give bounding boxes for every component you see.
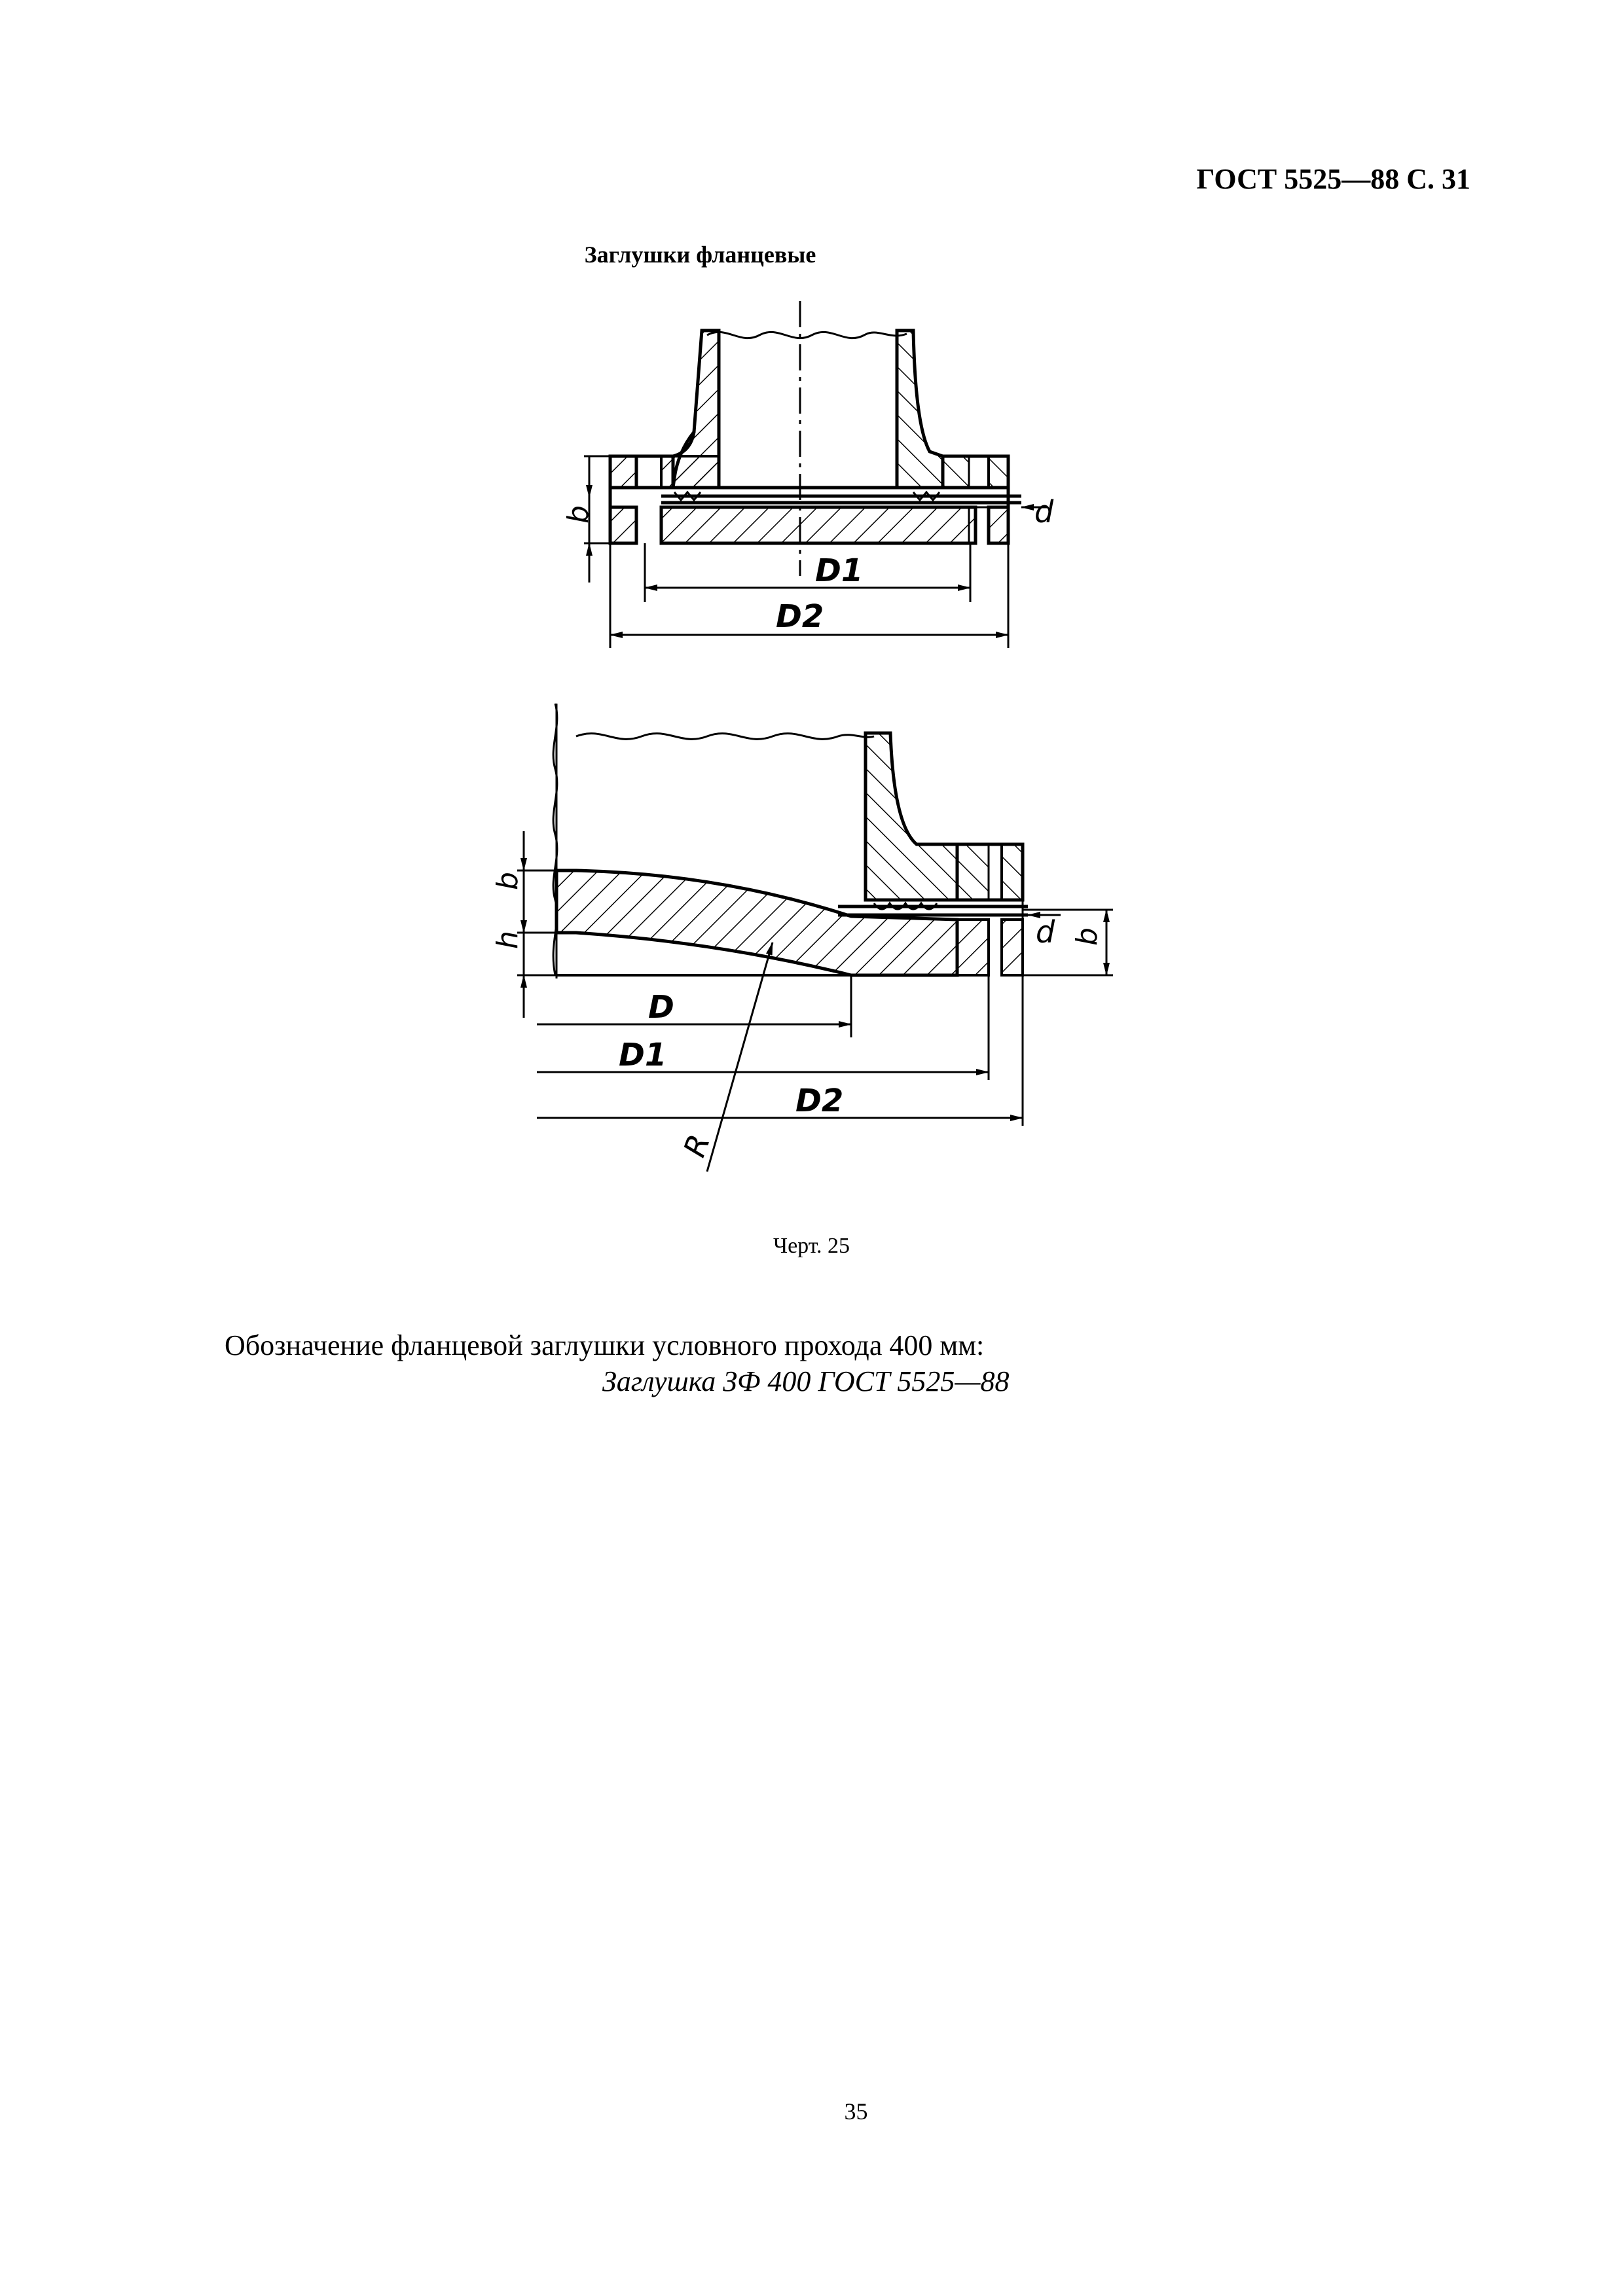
- page-header: ГОСТ 5525—88 С. 31: [1196, 163, 1470, 195]
- bottom-label-b-left: b: [491, 872, 524, 890]
- figure-caption: Черт. 25: [773, 1234, 850, 1258]
- bottom-label-b-right: b: [1070, 927, 1104, 946]
- bottom-label-D: D: [648, 989, 674, 1026]
- bottom-label-D2: D2: [795, 1083, 844, 1119]
- page-number: 35: [844, 2098, 868, 2125]
- bottom-label-h: h: [491, 931, 524, 949]
- bottom-label-d: d: [1036, 914, 1055, 950]
- bottom-label-D1: D1: [619, 1037, 667, 1073]
- top-label-D1: D1: [815, 552, 864, 589]
- bottom-label-R: R: [676, 1130, 717, 1162]
- top-label-D2: D2: [776, 598, 824, 635]
- designation-description: Обозначение фланцевой заглушки условного прохода 400 мм:: [225, 1329, 985, 1361]
- top-drawing: [584, 301, 1048, 648]
- designation-example: Заглушка ЗФ 400 ГОСТ 5525—88: [602, 1365, 1010, 1397]
- top-label-b: b: [562, 505, 595, 524]
- section-title: Заглушки фланцевые: [584, 242, 816, 268]
- top-label-d: d: [1034, 494, 1054, 529]
